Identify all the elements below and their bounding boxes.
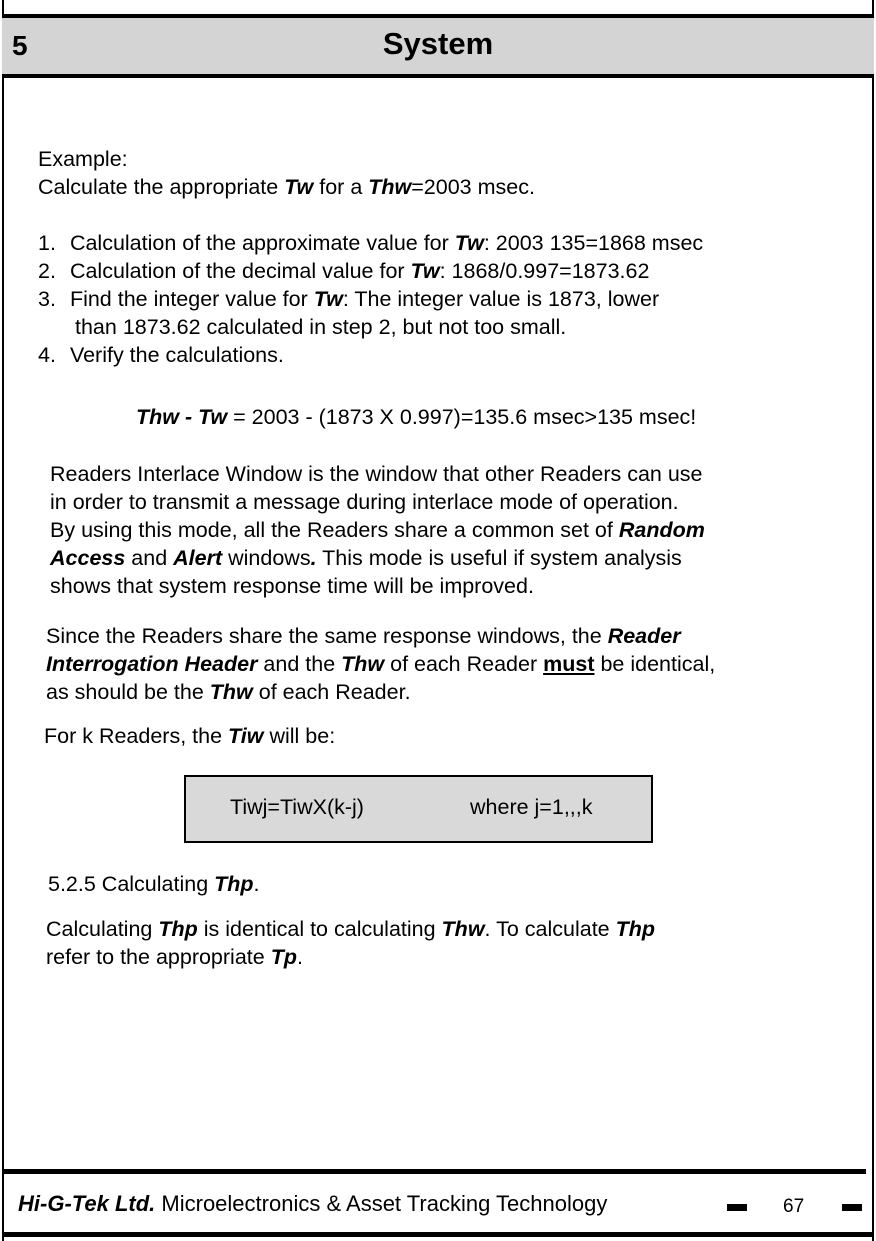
step-1: 1. Calculation of the approximate value for Tw: 2003 135=1868 msec bbox=[38, 231, 704, 255]
step-2: 2. Calculation of the decimal value for Tw: 1868/0.997=1873.62 bbox=[38, 259, 650, 283]
verification-formula: Thw - Tw = 2003 - (1873 X 0.997)=135.6 msec>135 msec! bbox=[136, 405, 697, 429]
example-line: Calculate the appropriate Tw for a Thw=2003 msec. bbox=[38, 175, 535, 199]
chapter-number: 5 bbox=[12, 30, 28, 61]
step-3: 3. Find the integer value for Tw: The integer value is 1873, lower bbox=[38, 287, 660, 311]
k-readers-line: For k Readers, the Tiw will be: bbox=[44, 724, 336, 748]
page-dash-right-icon bbox=[842, 1204, 862, 1211]
page-number: 67 bbox=[783, 1196, 805, 1217]
share-line-3: as should be the Thw of each Reader. bbox=[46, 680, 411, 704]
share-line-1: Since the Readers share the same response windows, the Reader bbox=[46, 624, 681, 648]
share-line-2: Interrogation Header and the Thw of each Reader must be identical, bbox=[46, 652, 716, 676]
thp-line-2: refer to the appropriate Tp. bbox=[46, 945, 303, 969]
interlace-line-3: By using this mode, all the Readers share a common set of Random bbox=[50, 518, 705, 542]
chapter-title: System bbox=[382, 26, 494, 61]
formula-condition: where j=1,,,k bbox=[470, 795, 593, 819]
thp-line-1: Calculating Thp is identical to calculating Thw. To calculate Thp bbox=[46, 917, 656, 941]
interlace-line-1: Readers Interlace Window is the window that other Readers can use bbox=[50, 462, 703, 486]
interlace-line-5: shows that system response time will be improved. bbox=[50, 574, 534, 598]
interlace-line-4: Access and Alert windows. This mode is useful if system analysis bbox=[50, 546, 682, 570]
tiw-formula: Tiwj=TiwX(k-j) bbox=[230, 795, 364, 819]
footer-rule-bottom bbox=[2, 1232, 874, 1237]
interlace-line-2: in order to transmit a message during interlace mode of operation. bbox=[50, 490, 679, 514]
example-label: Example: bbox=[38, 147, 128, 171]
step-3-continuation: than 1873.62 calculated in step 2, but not too small. bbox=[75, 315, 567, 339]
formula-box bbox=[184, 775, 653, 843]
page-dash-left-icon bbox=[727, 1204, 747, 1211]
footer-rule-top bbox=[2, 1169, 866, 1174]
footer-company: Hi-G-Tek Ltd. Microelectronics & Asset Tracking Technology bbox=[18, 1191, 608, 1216]
step-4: 4. Verify the calculations. bbox=[38, 343, 284, 367]
section-heading: 5.2.5 Calculating Thp. bbox=[48, 872, 260, 896]
